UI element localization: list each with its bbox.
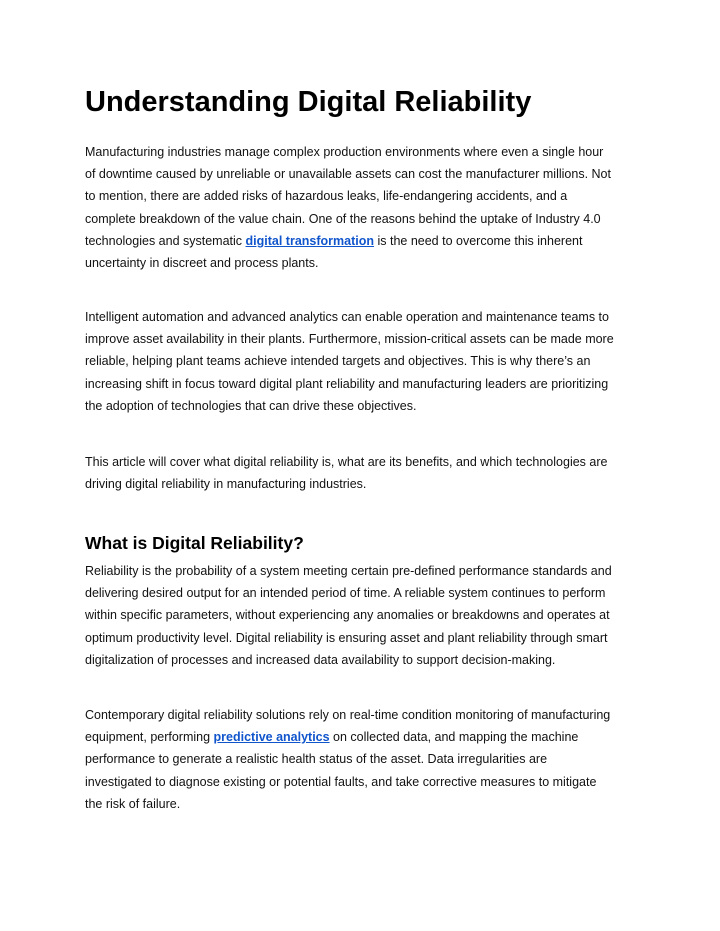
text-line: increasing shift in focus toward digital plant reliability and manufacturing leaders are prioritizing (85, 376, 609, 391)
section-heading: What is Digital Reliability? (85, 533, 304, 553)
text-fragment: is the need to overcome this inherent (374, 233, 583, 248)
text-line: performance to generate a realistic health status of the asset. Data irregularities are (85, 752, 548, 767)
paragraph-definition (85, 560, 645, 671)
paragraph-solutions (85, 704, 645, 815)
text-line: Intelligent automation and advanced analytics can enable operation and maintenance teams to (85, 310, 609, 324)
paragraph-automation (85, 306, 645, 417)
text-fragment: technologies and systematic (85, 233, 246, 248)
text-line: digitalization of processes and increased data availability to support decision-making. (85, 652, 556, 667)
text-line: driving digital reliability in manufacturing industries. (85, 477, 367, 492)
text-line: to mention, there are added risks of hazardous leaks, life-endangering accidents, and a (85, 189, 568, 204)
text-line: the risk of failure. (85, 796, 181, 811)
text-line: uncertainty in discreet and process plants. (85, 255, 319, 270)
predictive-analytics-link[interactable]: predictive analytics (213, 730, 330, 745)
text-line: Manufacturing industries manage complex production environments where even a single hour (85, 145, 604, 159)
text-fragment: equipment, performing (85, 730, 214, 745)
document-title: Understanding Digital Reliability (85, 86, 532, 118)
text-line: delivering desired output for an intended period of time. A reliable system continues to perform (85, 586, 606, 601)
text-line: reliable, helping plant teams achieve intended targets and objectives. This is why there’s an (85, 354, 591, 369)
text-line: the adoption of technologies that can drive these objectives. (85, 398, 417, 413)
text-line: This article will cover what digital reliability is, what are its benefits, and which technologies are (85, 455, 608, 469)
text-line: of downtime caused by unreliable or unavailable assets can cost the manufacturer millions. Not (85, 167, 611, 182)
text-line: Reliability is the probability of a system meeting certain pre-defined performance standards and (85, 564, 612, 578)
text-line (85, 726, 645, 748)
text-line: within specific parameters, without experiencing any anomalies or breakdowns and operates at (85, 608, 610, 623)
text-line: investigated to diagnose existing or potential faults, and take corrective measures to mitigate (85, 774, 597, 789)
text-line (85, 230, 645, 252)
paragraph-intro (85, 141, 645, 274)
text-line: complete breakdown of the value chain. One of the reasons behind the uptake of Industry 4.0 (85, 211, 601, 226)
digital-transformation-link[interactable]: digital transformation (245, 233, 374, 248)
text-line: Contemporary digital reliability solutions rely on real-time condition monitoring of manufacturing (85, 708, 611, 722)
paragraph-article-scope (85, 451, 645, 495)
text-fragment: on collected data, and mapping the machine (329, 730, 579, 745)
text-line: optimum productivity level. Digital reliability is ensuring asset and plant reliability through smart (85, 630, 608, 645)
text-line: improve asset availability in their plants. Furthermore, mission-critical assets can be made more (85, 332, 614, 347)
